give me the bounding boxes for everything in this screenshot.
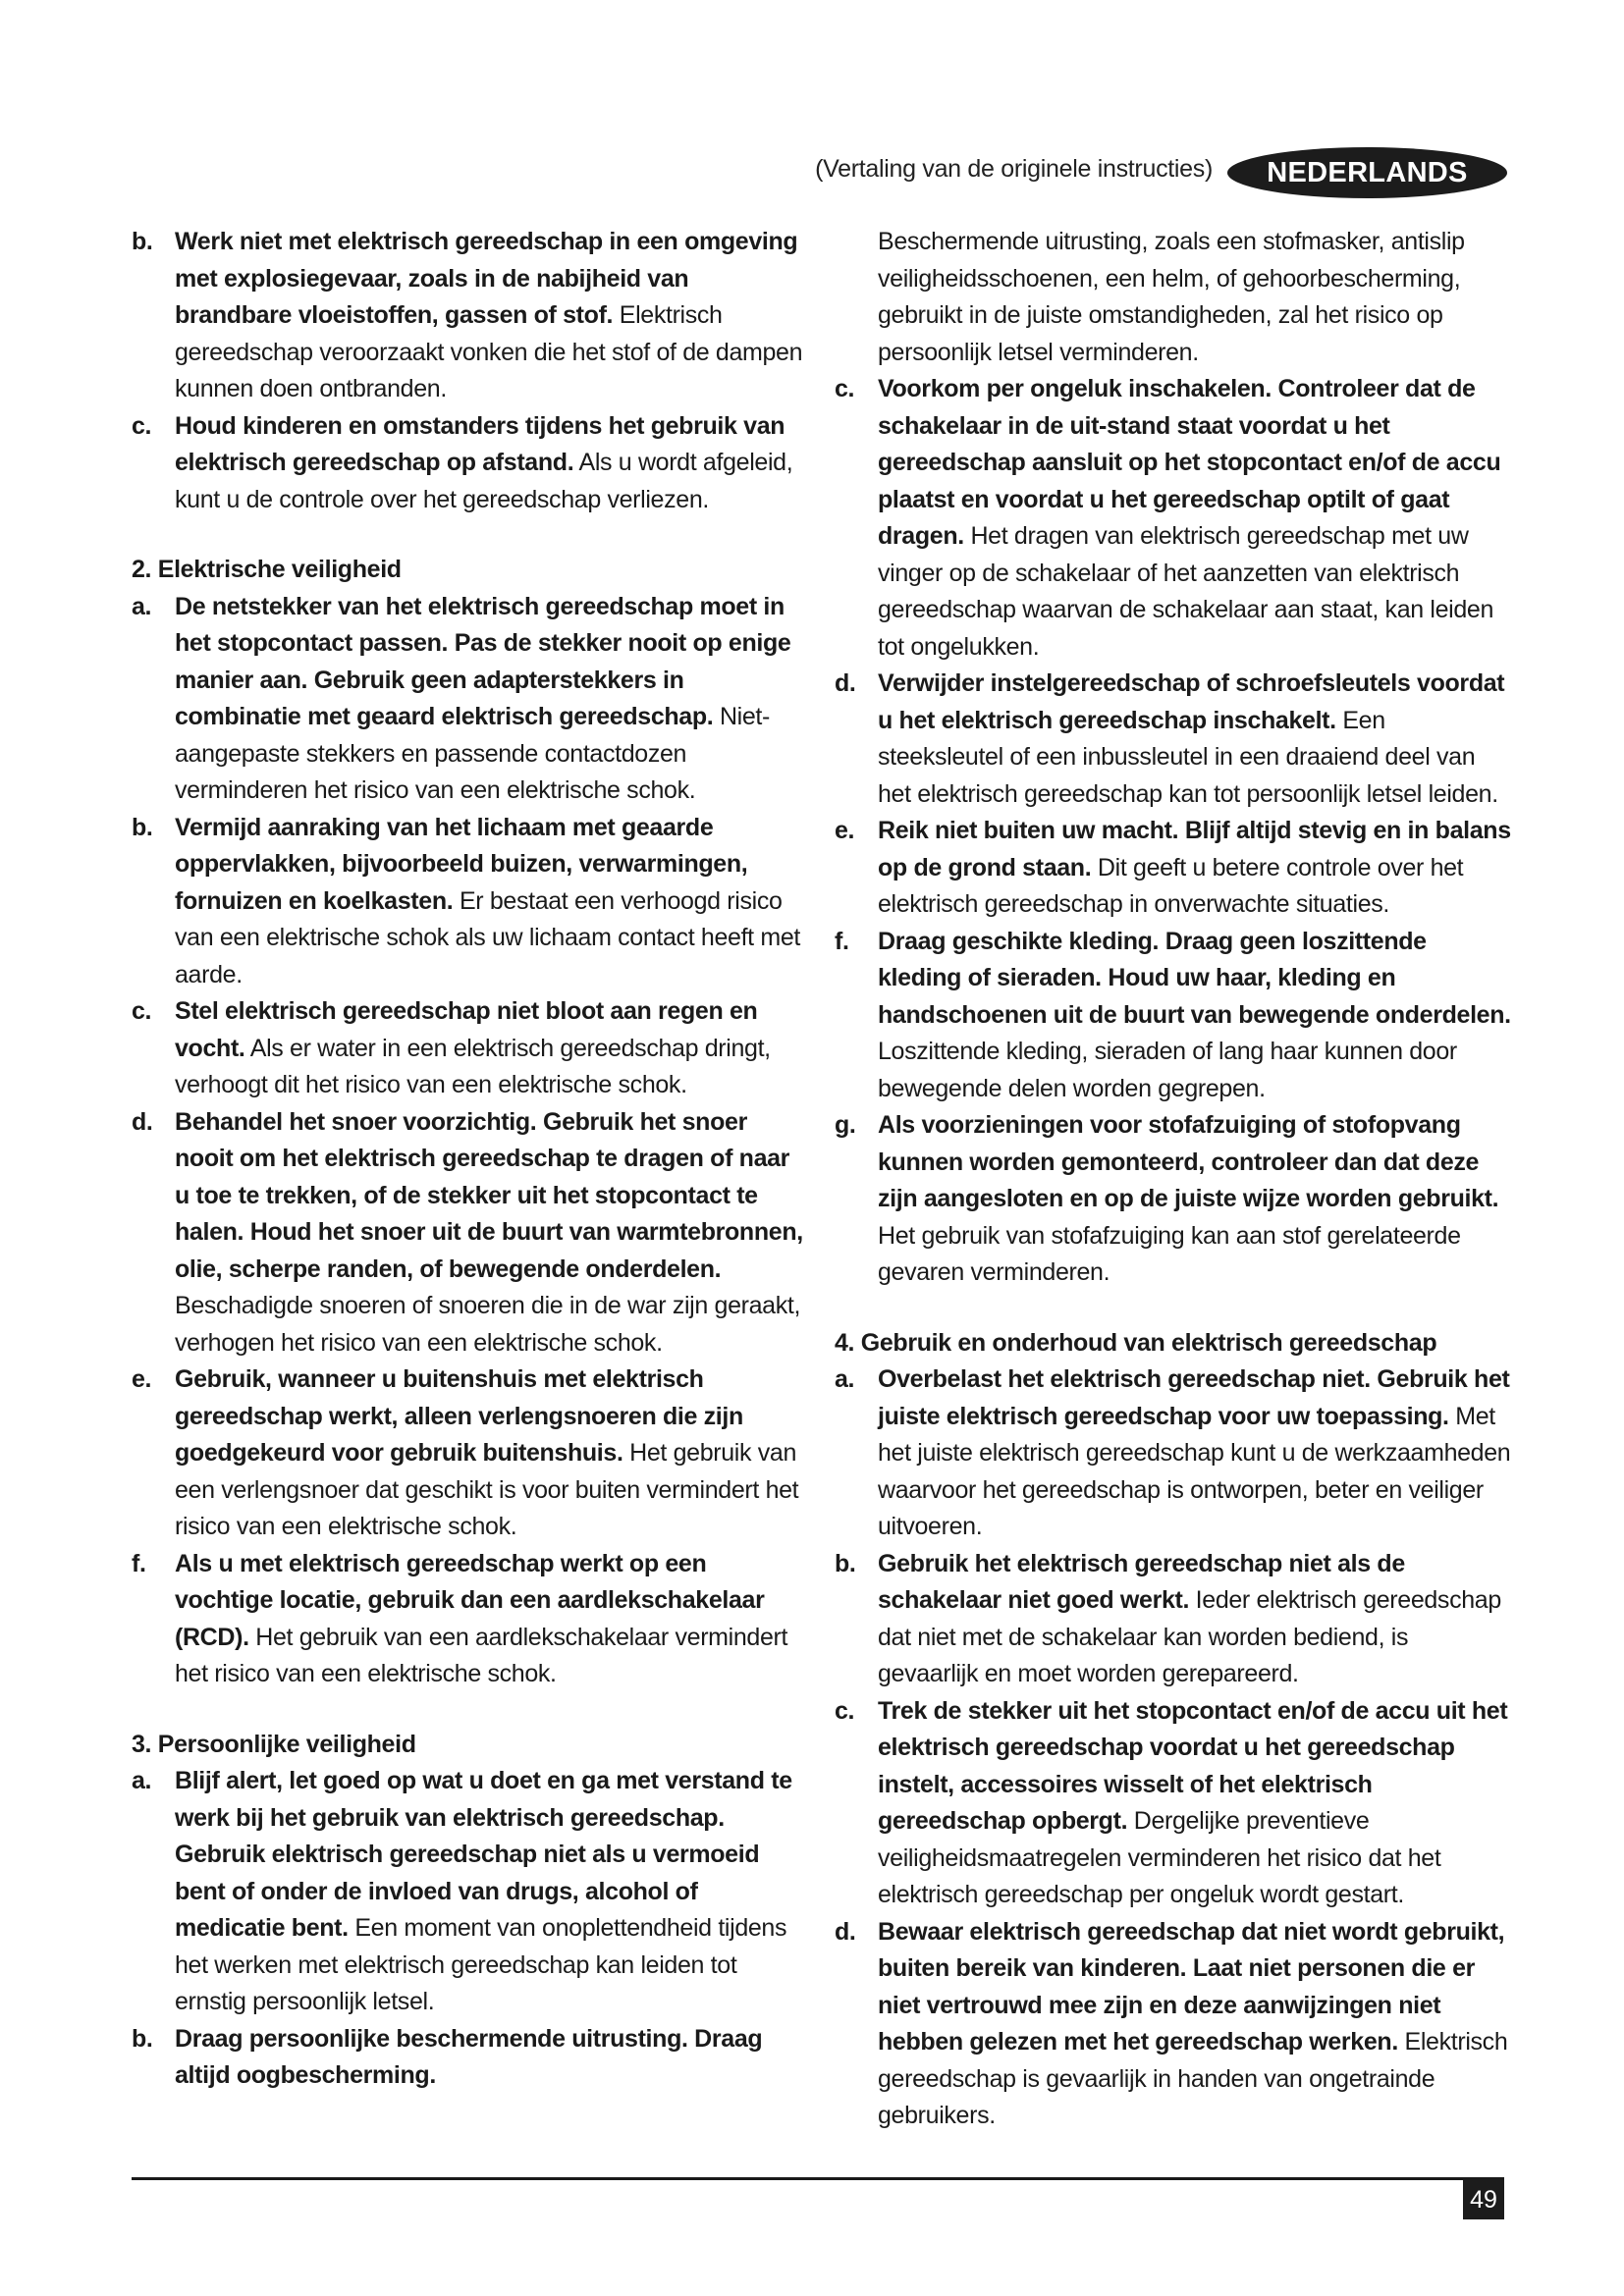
section-title-tool-use-care: 4. Gebruik en onderhoud van elektrisch gereedschap — [835, 1328, 1437, 1357]
electrical-safety-item-e — [132, 1362, 809, 1546]
item-letter: g. — [835, 1111, 856, 1139]
warning-item-work-area-c — [132, 408, 809, 519]
item-bold-text: Houd kinderen en omstanders tijdens het gebruik van elektrisch gereedschap op afstand. — [175, 411, 785, 476]
item-bold-text: Vermijd aanraking van het lichaam met geaarde oppervlakken, bijvoorbeeld buizen, verwarmingen, fornuizen en koelkasten. — [175, 813, 748, 915]
item-letter: b. — [132, 813, 153, 841]
personal-safety-item-e — [835, 813, 1512, 924]
item-bold-text: Trek de stekker uit het stopcontact en/of de accu uit het elektrisch gereedschap voordat u het gereedschap instelt, accessoires wisselt of het elektrisch gereedschap opbergt. — [878, 1696, 1508, 1835]
item-letter: e. — [132, 1365, 152, 1393]
page-number: 49 — [1463, 2180, 1504, 2219]
item-body-text: Elektrisch gereedschap veroorzaakt vonken die het stof of de dampen kunnen doen ontbranden. — [175, 301, 803, 402]
item-bold-text: Als voorzieningen voor stofafzuiging of stofopvang kunnen worden gemonteerd, controleer dan dat deze zijn aangesloten en op de juiste wijze worden gebruikt. — [878, 1111, 1499, 1212]
personal-safety-item-b-continued: Beschermende uitrusting, zoals een stofmasker, antislip veiligheidsschoenen, een helm, of gehoorbescherming, gebruikt in de juiste omstandigheden, zal het risico op persoonlijk letsel verminderen. — [878, 228, 1465, 366]
item-letter: b. — [835, 1549, 856, 1577]
item-body-text: Beschadigde snoeren of snoeren die in de war zijn geraakt, verhogen het risico van een elektrische schok. — [175, 1292, 801, 1357]
page-header — [795, 147, 1507, 200]
item-body-text: Niet-aangepaste stekkers en passende contactdozen verminderen het risico van een elektrische schok. — [175, 703, 771, 804]
left-column — [132, 224, 809, 2095]
personal-safety-item-a — [132, 1763, 809, 2021]
item-body-text: Loszittende kleding, sieraden of lang haar kunnen door bewegende delen worden gegrepen. — [878, 1038, 1457, 1102]
item-body-text: Het gebruik van stofafzuiging kan aan stof gerelateerde gevaren verminderen. — [878, 1221, 1461, 1286]
item-letter: c. — [835, 1696, 855, 1725]
section-title-electrical-safety: 2. Elektrische veiligheid — [132, 556, 402, 583]
item-bold-text: Draag persoonlijke beschermende uitrusting. Draag altijd oogbescherming. — [175, 2024, 763, 2089]
personal-safety-item-c — [835, 371, 1512, 666]
item-body-text: Met het juiste elektrisch gereedschap kunt u de werkzaamheden waarvoor het gereedschap is ontworpen, beter en veiliger uitvoeren. — [878, 1402, 1511, 1540]
item-bold-text: Overbelast het elektrisch gereedschap niet. Gebruik het juiste elektrisch gereedschap voor uw toepassing. — [878, 1365, 1510, 1430]
tool-use-item-b — [835, 1546, 1512, 1693]
item-bold-text: Blijf alert, let goed op wat u doet en ga met verstand te werk bij het gebruik van elektrisch gereedschap. Gebruik elektrisch gereedschap niet als u vermoeid bent of onder de invloed van drugs, alcohol of medicatie bent. — [175, 1767, 792, 1942]
item-bold-text: Verwijder instelgereedschap of schroefsleutels voordat u het elektrisch gereedschap inschakelt. — [878, 669, 1505, 734]
item-letter: d. — [835, 669, 856, 697]
tool-use-item-a — [835, 1362, 1512, 1546]
item-letter: f. — [132, 1549, 146, 1577]
item-bold-text: De netstekker van het elektrisch gereedschap moet in het stopcontact passen. Pas de stekker nooit op enige manier aan. Gebruik geen adapterstekkers in combinatie met geaard elektrisch gereedschap. — [175, 592, 791, 730]
item-bold-text: Behandel het snoer voorzichtig. Gebruik het snoer nooit om het elektrisch gereedschap te dragen of naar u toe te trekken, of de stekker uit het stopcontact te halen. Houd het snoer uit de buurt van warmtebronnen, olie, scherpe randen, of bewegende onderdelen. — [175, 1107, 803, 1283]
item-body-text: Dit geeft u betere controle over het elektrisch gereedschap in onverwachte situaties. — [878, 853, 1464, 918]
item-body-text: Het dragen van elektrisch gereedschap met uw vinger op de schakelaar of het aanzetten van elektrisch gereedschap waarvan de schakelaar aan staat, kan leiden tot ongelukken. — [878, 522, 1494, 661]
personal-safety-item-d — [835, 666, 1512, 813]
item-letter: d. — [835, 1917, 856, 1946]
item-body-text: Er bestaat een verhoogd risico van een elektrische schok als uw lichaam contact heeft met aarde. — [175, 886, 800, 988]
electrical-safety-item-d — [132, 1104, 809, 1362]
item-bold-text: Gebruik, wanneer u buitenshuis met elektrisch gereedschap werkt, alleen verlengsnoeren die zijn goedgekeurd voor gebruik buitenshuis. — [175, 1365, 743, 1467]
item-body-text: Dergelijke preventieve veiligheidsmaatregelen verminderen het risico dat het elektrisch gereedschap per ongeluk wordt gestart. — [878, 1807, 1441, 1908]
right-column — [835, 224, 1512, 2135]
electrical-safety-item-a — [132, 589, 809, 810]
item-letter: a. — [132, 1767, 152, 1794]
electrical-safety-item-f — [132, 1546, 809, 1693]
item-letter: f. — [835, 927, 849, 955]
language-badge: NEDERLANDS — [1227, 147, 1507, 198]
warning-item-work-area-b — [132, 224, 809, 408]
item-letter: a. — [835, 1365, 855, 1393]
electrical-safety-item-c — [132, 993, 809, 1104]
personal-safety-item-g — [835, 1107, 1512, 1292]
personal-safety-item-b — [132, 2021, 809, 2095]
item-letter: c. — [835, 375, 855, 402]
translation-note: (Vertaling van de originele instructies) — [815, 155, 1213, 183]
item-letter: c. — [132, 997, 152, 1025]
footer-divider — [132, 2177, 1504, 2180]
section-title-personal-safety: 3. Persoonlijke veiligheid — [132, 1730, 416, 1758]
item-letter: a. — [132, 592, 152, 620]
item-letter: e. — [835, 817, 855, 844]
item-body-text: Een steeksleutel of een inbussleutel in een draaiend deel van het elektrisch gereedschap kan tot persoonlijk letsel leiden. — [878, 706, 1498, 808]
item-bold-text: Bewaar elektrisch gereedschap dat niet wordt gebruikt, buiten bereik van kinderen. Laat niet personen die er niet vertrouwd mee zijn en deze aanwijzingen niet hebben gelezen met het gereedschap werken. — [878, 1917, 1505, 2056]
item-bold-text: Werk niet met elektrisch gereedschap in een omgeving met explosiegevaar, zoals in de nabijheid van brandbare vloeistoffen, gassen of stof. — [175, 228, 798, 329]
item-bold-text: Voorkom per ongeluk inschakelen. Controleer dat de schakelaar in de uit-stand staat voordat u het gereedschap aansluit op het stopcontact en/of de accu plaatst en voordat u het gereedschap optilt of gaat dragen. — [878, 375, 1501, 550]
item-body-text: Als u wordt afgeleid, kunt u de controle over het gereedschap verliezen. — [175, 449, 793, 513]
item-letter: d. — [132, 1107, 153, 1136]
item-letter: b. — [132, 2024, 153, 2053]
item-body-text: Het gebruik van een verlengsnoer dat geschikt is voor buiten vermindert het risico van een elektrische schok. — [175, 1439, 799, 1540]
item-bold-text: Stel elektrisch gereedschap niet bloot aan regen en vocht. — [175, 997, 758, 1062]
electrical-safety-item-b — [132, 810, 809, 994]
item-letter: b. — [132, 228, 153, 255]
item-body-text: Ieder elektrisch gereedschap dat niet met de schakelaar kan worden bediend, is gevaarlijk en moet worden gerepareerd. — [878, 1586, 1501, 1687]
tool-use-item-d — [835, 1914, 1512, 2135]
item-body-text: Het gebruik van een aardlekschakelaar vermindert het risico van een elektrische schok. — [175, 1623, 788, 1687]
item-body-text: Een moment van onoplettendheid tijdens het werken met elektrisch gereedschap kan leiden tot ernstig persoonlijk letsel. — [175, 1914, 787, 2015]
personal-safety-item-f — [835, 924, 1512, 1108]
item-bold-text: Gebruik het elektrisch gereedschap niet als de schakelaar niet goed werkt. — [878, 1549, 1405, 1614]
item-body-text: Elektrisch gereedschap is gevaarlijk in handen van ongetrainde gebruikers. — [878, 2028, 1508, 2129]
item-bold-text: Reik niet buiten uw macht. Blijf altijd stevig en in balans op de grond staan. — [878, 817, 1511, 881]
item-letter: c. — [132, 411, 152, 440]
item-body-text: Als er water in een elektrisch gereedschap dringt, verhoogt dit het risico van een elektrische schok. — [175, 1034, 771, 1098]
tool-use-item-c — [835, 1693, 1512, 1914]
item-bold-text: Als u met elektrisch gereedschap werkt op een vochtige locatie, gebruik dan een aardlekschakelaar (RCD). — [175, 1549, 765, 1651]
item-bold-text: Draag geschikte kleding. Draag geen loszittende kleding of sieraden. Houd uw haar, kleding en handschoenen uit de buurt van bewegende onderdelen. — [878, 927, 1511, 1029]
